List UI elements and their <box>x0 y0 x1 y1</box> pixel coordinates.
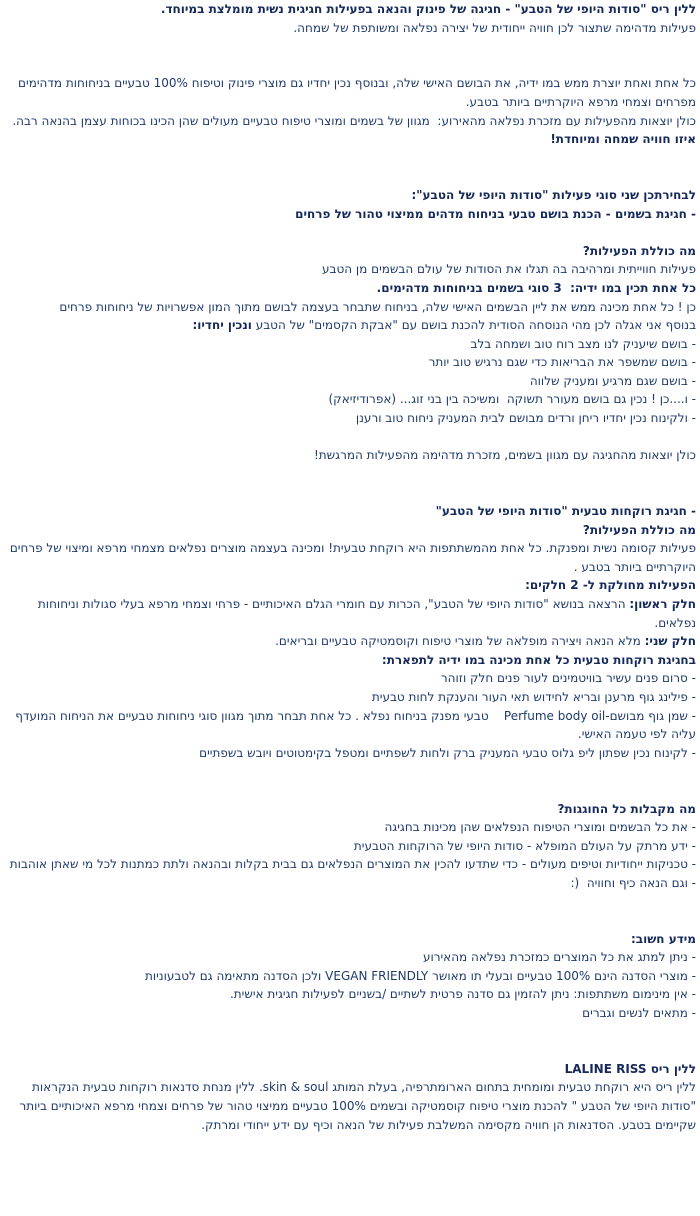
part-2-label: חלק שני: <box>644 634 696 649</box>
part-2-text: מלא הנאה ויצירה מופלאה של מוצרי טיפוח וקוסמטיקה טבעיים ובריאים. <box>275 634 645 649</box>
list-item: - ידע מרתק על העולם המופלא - סודות היופי של הרוקחות הטבעית <box>353 838 696 853</box>
activity-option-perfume: - חגיגת בשמים - הכנת בושם טבעי בניחוח מדהים ממיצוי טהור של פרחים <box>295 206 696 221</box>
part-1-label: חלק ראשון: <box>629 597 696 611</box>
intro-paragraph-2: כולן יוצאות מהפעילות עם מזכרת נפלאה מהאירוע: מגוון של בשמים ומוצרי טיפוח טבעיים מעולים שהן הכינו בכוחות עצמן בהנאה רבה. <box>12 113 696 128</box>
perfume-secret-formula-text: בנוסף אני אגלה לכן מהי הנוסחה הסודית להכנת בושם עם "אבקת הקסמים" של הטבע <box>251 318 696 333</box>
perfume-paragraph: כן ! כל אחת מכינה ממש את ליין הבשמים האישי שלה, בניחוח שתבחר בעצמה לבושם מתוך המון אפשרויות של ניחוחות פרחים <box>59 299 696 314</box>
cosmetics-description: פעילות קסומה נשית ומפנקת. כל אחת מהמשתתפות היא רוקחת טבעית! ומכינה בעצמה מוצרים נפלאים מצמחי מרפא ומיצוי של פרחים היוקרתיים ביותר בטבע . <box>6 541 696 574</box>
list-item: - מוצרי הסדנה הינם 100% טבעיים ובעלי תו מאושר VEGAN FRIENDLY ולכן הסדנה מתאימה גם לטבעוניות <box>144 968 696 983</box>
perfume-description: פעילות חווייתית ומרהיבה בה תגלו את הסודות של עולם הבשמים מן הטבע <box>322 262 696 277</box>
perfume-secret-formula <box>6 316 696 335</box>
list-item: - בושם שיעניק לנו מצב רוח טוב ושמחה בלב <box>470 336 696 351</box>
perfume-each-prepares: כל אחת תכין במו ידיה: 3 סוגי בשמים בניחוחות מדהימים. <box>376 280 696 295</box>
list-item: - סרום פנים עשיר בוויטמינים לעור פנים חלק וזוהר <box>440 671 696 686</box>
list-item: - בושם שמשפר את הבריאות כדי שגם נרגיש טוב יותר <box>428 355 696 370</box>
about-text: ללין ריס היא רוקחת טבעית ומומחית בתחום הארומתרפיה, בעלת המותג skin & soul. ללין מנחת סדנאות רוקחות טבעית הנקראות "סודות היופי של הטבע " להכנת מוצרי טיפוח קוסמטיקה ובשמים 100% טבעיים ממיצוי טהור של פרחים וצמחי מרפא האיכותיים ביותר שקיימים בטבע. הסדנאות הן חוויה מקסימה המשלבת פעילות של הנאה וכיף עם ידע ייחודי ומרתק. <box>15 1080 696 1132</box>
intro-paragraph-1: כל אחת ואחת יוצרת ממש במו ידיה, את הבושם האישי שלה, ובנוסף נכין יחדיו גם מוצרי פינוק וטיפוח 100% טבעיים בניחוחות מדהימים מפרחים וצמחי מרפא היוקרתיים ביותר בטבע. <box>14 76 696 109</box>
cosmetics-includes-question: מה כוללת הפעילות? <box>582 522 696 537</box>
about-heading: ללין ריס LALINE RISS <box>564 1061 696 1076</box>
activity-types-heading: לבחירתכן שני סוגי פעילות "סודות היופי של הטבע": <box>411 187 696 202</box>
intro-closing: איזו חוויה שמחה ומיוחדת! <box>550 132 696 147</box>
list-item: - ניתן למתג את כל המוצרים כמזכרת נפלאה מהאירוע <box>422 950 696 965</box>
list-item: - מתאים לנשים וגברים <box>582 1006 696 1021</box>
cosmetics-part-1 <box>6 595 696 632</box>
list-item: - פילינג גוף מרענן ובריא לחידוש תאי העור והענקת לחות טבעית <box>371 689 696 704</box>
perfume-together-label: ונכין יחדיו: <box>192 318 252 333</box>
list-item: - אין מינימום משתתפות: ניתן להזמין גם סדנה פרטית לשתיים /בשניים לפעילות חגיגית אישית. <box>229 987 696 1002</box>
list-item: - את כל הבשמים ומוצרי הטיפוח הנפלאים שהן מכינות בחגיגה <box>384 820 696 835</box>
list-item: - וגם הנאה כיף וחוויה (: <box>570 875 696 890</box>
cosmetics-part-2 <box>6 632 696 651</box>
info-heading: מידע חשוב: <box>630 931 696 946</box>
cosmetics-parts-heading: הפעילות מחולקת ל- 2 חלקים: <box>525 578 696 593</box>
received-heading: מה מקבלות כל החוגגות? <box>557 801 696 816</box>
intro-subtitle: פעילות מדהימה שתצור לכן חוויה ייחודית של יצירה נפלאה ומשותפת של שמחה. <box>293 20 696 35</box>
list-item: - בושם שגם מרגיע ומעניק שלווה <box>529 373 696 388</box>
list-item: - ולקינוח נכין יחדיו ריחן ורדים מבושם לבית המעניק ניחוח טוב ורענן <box>355 411 696 426</box>
cosmetics-heading: - חגיגת רוקחות טבעית "סודות היופי של הטבע" <box>435 504 696 519</box>
part-1-text: הרצאה בנושא "סודות היופי של הטבע", הכרות עם חומרי הגלם האיכותיים - פרחי וצמחי מרפא בעלי סגולות וניחוחות נפלאים. <box>34 597 696 630</box>
intro-title: ללין ריס "סודות היופי של הטבע" - חגיגה של פינוק והנאה בפעילות חגיגית נשית מומלצת במיוחד. <box>160 2 696 16</box>
list-item: - טכניקות ייחודיות וטיפים מעולים - כדי שתדעו להכין את המוצרים הנפלאים גם בבית בקלות ובהנאה ולתת כמתנות לכל מי שאתן אוהבות <box>9 857 696 872</box>
perfume-includes-question: מה כוללת הפעילות? <box>582 243 696 258</box>
list-item: - שמן גוף מבושם-Perfume body oil טבעי מפנק בניחוח נפלא . כל אחת תבחר מתוך מגוון סוגי ניחוחות טבעיים את הניחוח המועדף עליה לפי טעמה האישי. <box>11 708 696 742</box>
list-item: - ו....כן ! נכין גם בושם מעורר תשוקה ומשיכה בין בני זוג... (אפרודיזיאק) <box>328 392 696 407</box>
list-item: - לקינוח נכין שפתון ליפ גלוס טבעי המעניק ברק ולחות לשפתיים ומטפל בקימטוטים ויובש בשפתיים <box>199 745 696 760</box>
cosmetics-each-heading: בחגיגת רוקחות טבעית כל אחת מכינה במו ידיה לתפארת: <box>381 652 696 667</box>
perfume-outro: כולן יוצאות מהחגיגה עם מגוון בשמים, מזכרת מדהימה מהפעילות המרגשת! <box>313 448 696 463</box>
